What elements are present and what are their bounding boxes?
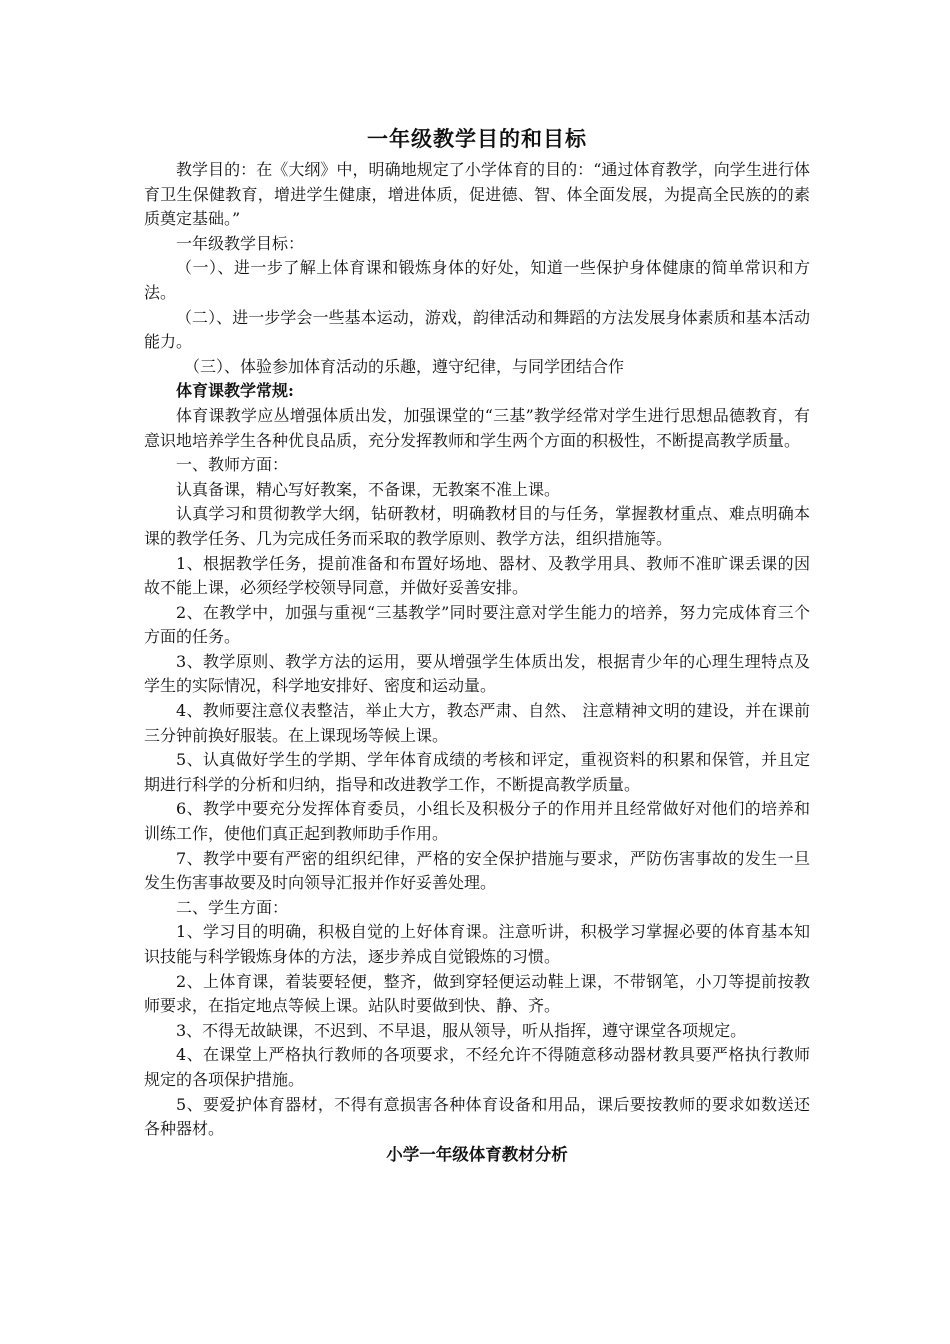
paragraph-student-item-3: 3、不得无故缺课，不迟到、不早退，服从领导，听从指挥，遵守课堂各项规定。 — [176, 1020, 747, 1040]
section-heading-teacher: 一、教师方面： — [176, 455, 289, 475]
paragraph-student-item-5: 5、要爱护体育器材，不得有意损害各种体育设备和用品，课后要按教师的要求如数送还各种器材。 — [144, 1094, 810, 1139]
section-heading-routine: 体育课教学常规: — [176, 381, 294, 401]
paragraph-teacher-item-7: 7、教学中要有严密的组织纪律，严格的安全保护措施与要求，严防伤害事故的发生一旦发生伤害事故要及时向领导汇报并作好妥善处理。 — [144, 848, 810, 893]
section-heading-student: 二、学生方面： — [176, 897, 289, 917]
paragraph-teacher-item-3: 3、教学原则、教学方法的运用，要从增强学生体质出发，根据青少年的心理生理特点及学生的实际情况，科学地安排好、密度和运动量。 — [144, 651, 810, 696]
paragraph-goal-3: （三）、体验参加体育活动的乐趣，遵守纪律，与同学团结合作 — [184, 356, 625, 376]
paragraph-goal-2: （二）、进一步学会一些基本运动，游戏，韵律活动和舞蹈的方法发展身体素质和基本活动能力。 — [144, 307, 810, 352]
paragraph-teacher-prepare: 认真备课，精心写好教案，不备课，无教案不准上课。 — [176, 479, 561, 499]
paragraph-student-item-4: 4、在课堂上严格执行教师的各项要求，不经允许不得随意移动器材教具要严格执行教师规定的各项保护措施。 — [144, 1045, 810, 1089]
paragraph-routine-intro: 体育课教学应丛增强体质出发，加强课堂的“三基”教学经常对学生进行思想品德教育，有意识地培养学生各种优良品质，充分发挥教师和学生两个方面的积极性，不断提高教学质量。 — [144, 405, 810, 450]
paragraph-teacher-item-4: 4、教师要注意仪表整洁，举止大方，教态严肃、自然、 注意精神文明的建设，并在课前三分钟前换好服装。在上课现场等候上课。 — [144, 701, 810, 745]
paragraph-teacher-item-2: 2、在教学中，加强与重视“三基教学”同时要注意对学生能力的培养，努力完成体育三个方面的任务。 — [144, 602, 810, 647]
paragraph-teacher-item-6: 6、教学中要充分发挥体育委员，小组长及积极分子的作用并且经常做好对他们的培养和训练工作，使他们真正起到教师助手作用。 — [144, 799, 810, 844]
paragraph-student-item-1: 1、学习目的明确，积极自觉的上好体育课。注意听讲，积极学习掌握必要的体育基本知识技能与科学锻炼身体的方法，逐步养成自觉锻炼的习惯。 — [144, 922, 810, 966]
paragraph-teacher-item-5: 5、认真做好学生的学期、学年体育成绩的考核和评定，重视资料的积累和保管，并且定期进行科学的分析和归纳，指导和改进教学工作，不断提高教学质量。 — [144, 750, 810, 794]
paragraph-teaching-purpose: 教学目的：在《大纲》中，明确地规定了小学体育的目的：“通过体育教学，向学生进行体育卫生保健教育，增进学生健康，增进体质，促进德、智、体全面发展，为提高全民族的的素质奠定基础。” — [144, 160, 810, 229]
document-subtitle: 小学一年级体育教材分析 — [386, 1144, 568, 1164]
document-title: 一年级教学目的和目标 — [367, 126, 587, 151]
paragraph-teacher-item-1: 1、根据教学任务，提前准备和布置好场地、器材、及教学用具、教师不准旷课丢课的因故不能上课，必须经学校领导同意，并做好妥善安排。 — [144, 553, 810, 598]
paragraph-goal-1: （一）、进一步了解上体育课和锻炼身体的好处，知道一些保护身体健康的简单常识和方法。 — [144, 258, 810, 302]
paragraph-goals-heading: 一年级教学目标： — [176, 233, 305, 253]
paragraph-teacher-study: 认真学习和贯彻教学大纲，钻研教材，明确教材目的与任务，掌握教材重点、难点明确本课的教学任务、几为完成任务而采取的教学原则、教学方法，组织措施等。 — [144, 504, 810, 548]
paragraph-student-item-2: 2、上体育课，着装要轻便，整齐，做到穿轻便运动鞋上课，不带钢笔，小刀等提前按教师要求，在指定地点等候上课。站队时要做到快、静、齐。 — [144, 971, 810, 1016]
